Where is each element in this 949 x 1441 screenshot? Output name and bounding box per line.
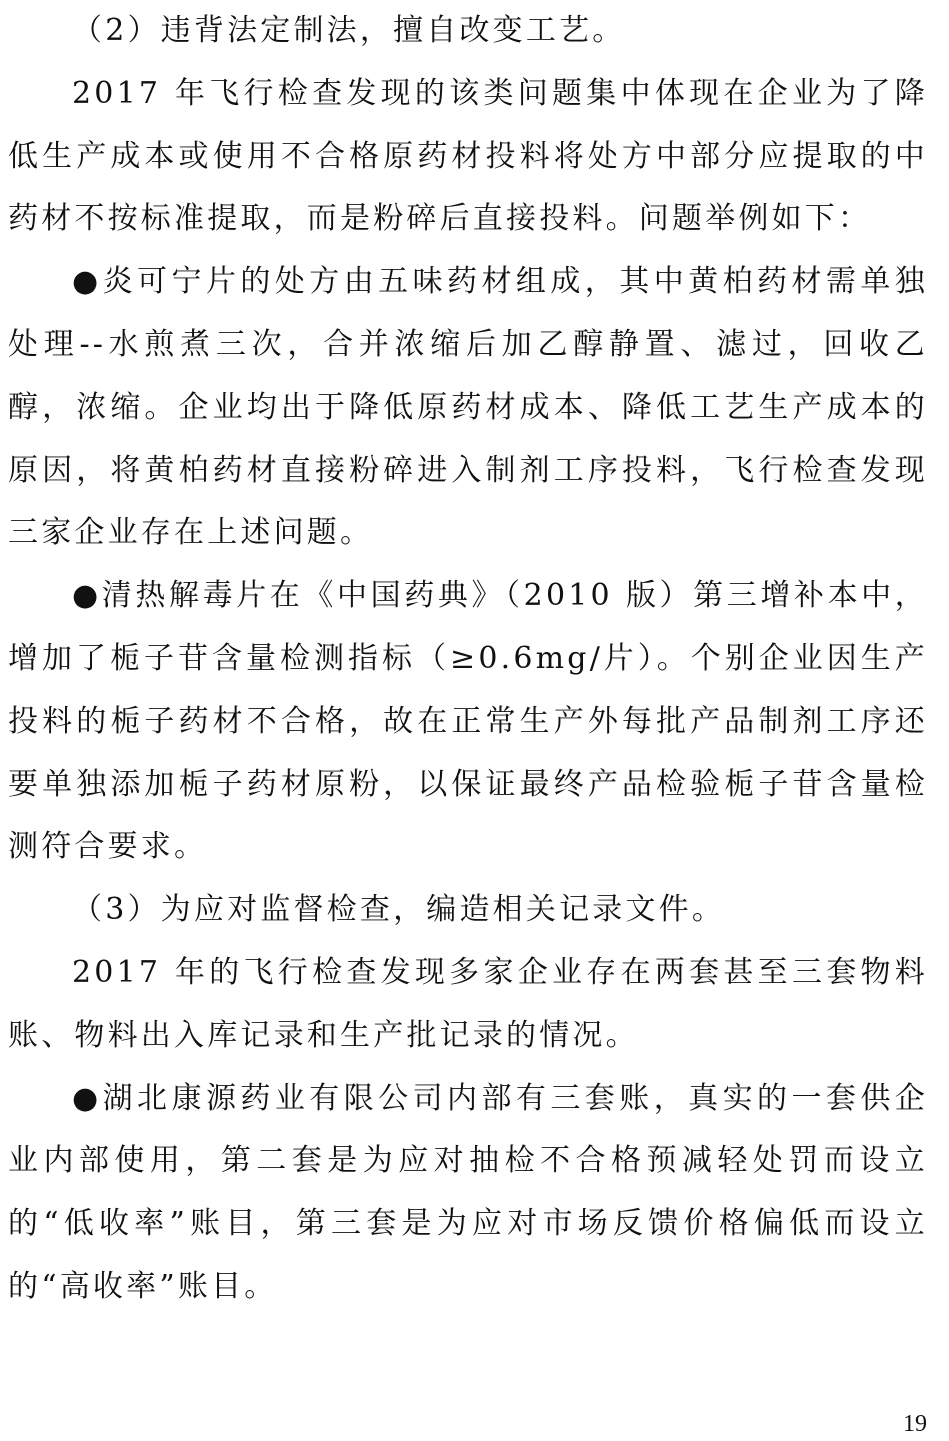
paragraph-2017-records-issues: 2017 年的飞行检查发现多家企业存在两套甚至三套物料账、物料出入库记录和生产批记录的情况。 [8, 954, 928, 1053]
section-heading-2: （2）违背法定制法，擅自改变工艺。 [72, 13, 626, 48]
section-heading-3: （3）为应对监督检查，编造相关记录文件。 [72, 892, 726, 928]
bullet-qingre-jiedu-tablet: ●清热解毒片在《中国药典》（2010 版）第三增补本中，增加了栀子苷含量检测指标（≥0.6mg/片）。个别企业因生产投料的栀子药材不合格，故在正常生产外每批产品制剂工序还要单独添加栀子药材原粉，以保证最终产品检验栀子苷含量检测符合要求。 [8, 578, 928, 865]
document-body [8, 0, 928, 1319]
bullet-hubei-kangyuan: ●湖北康源药业有限公司内部有三套账，真实的一套供企业内部使用，第二套是为应对抽检不合格预减轻处罚而设立的“低收率”账目，第三套是为应对市场反馈价格偏低而设立的“高收率”账目。 [8, 1080, 928, 1304]
bullet-yankening-tablet: ●炎可宁片的处方由五味药材组成，其中黄柏药材需单独处理--水煎煮三次，合并浓缩后加乙醇静置、滤过，回收乙醇，浓缩。企业均出于降低原药材成本、降低工艺生产成本的原因，将黄柏药材直接粉碎进入制剂工序投料，飞行检查发现三家企业存在上述问题。 [8, 264, 928, 551]
page-number: 19 [903, 1411, 927, 1437]
paragraph-2017-process-issues: 2017 年飞行检查发现的该类问题集中体现在企业为了降低生产成本或使用不合格原药材投料将处方中部分应提取的中药材不按标准提取，而是粉碎后直接投料。问题举例如下： [8, 75, 928, 237]
